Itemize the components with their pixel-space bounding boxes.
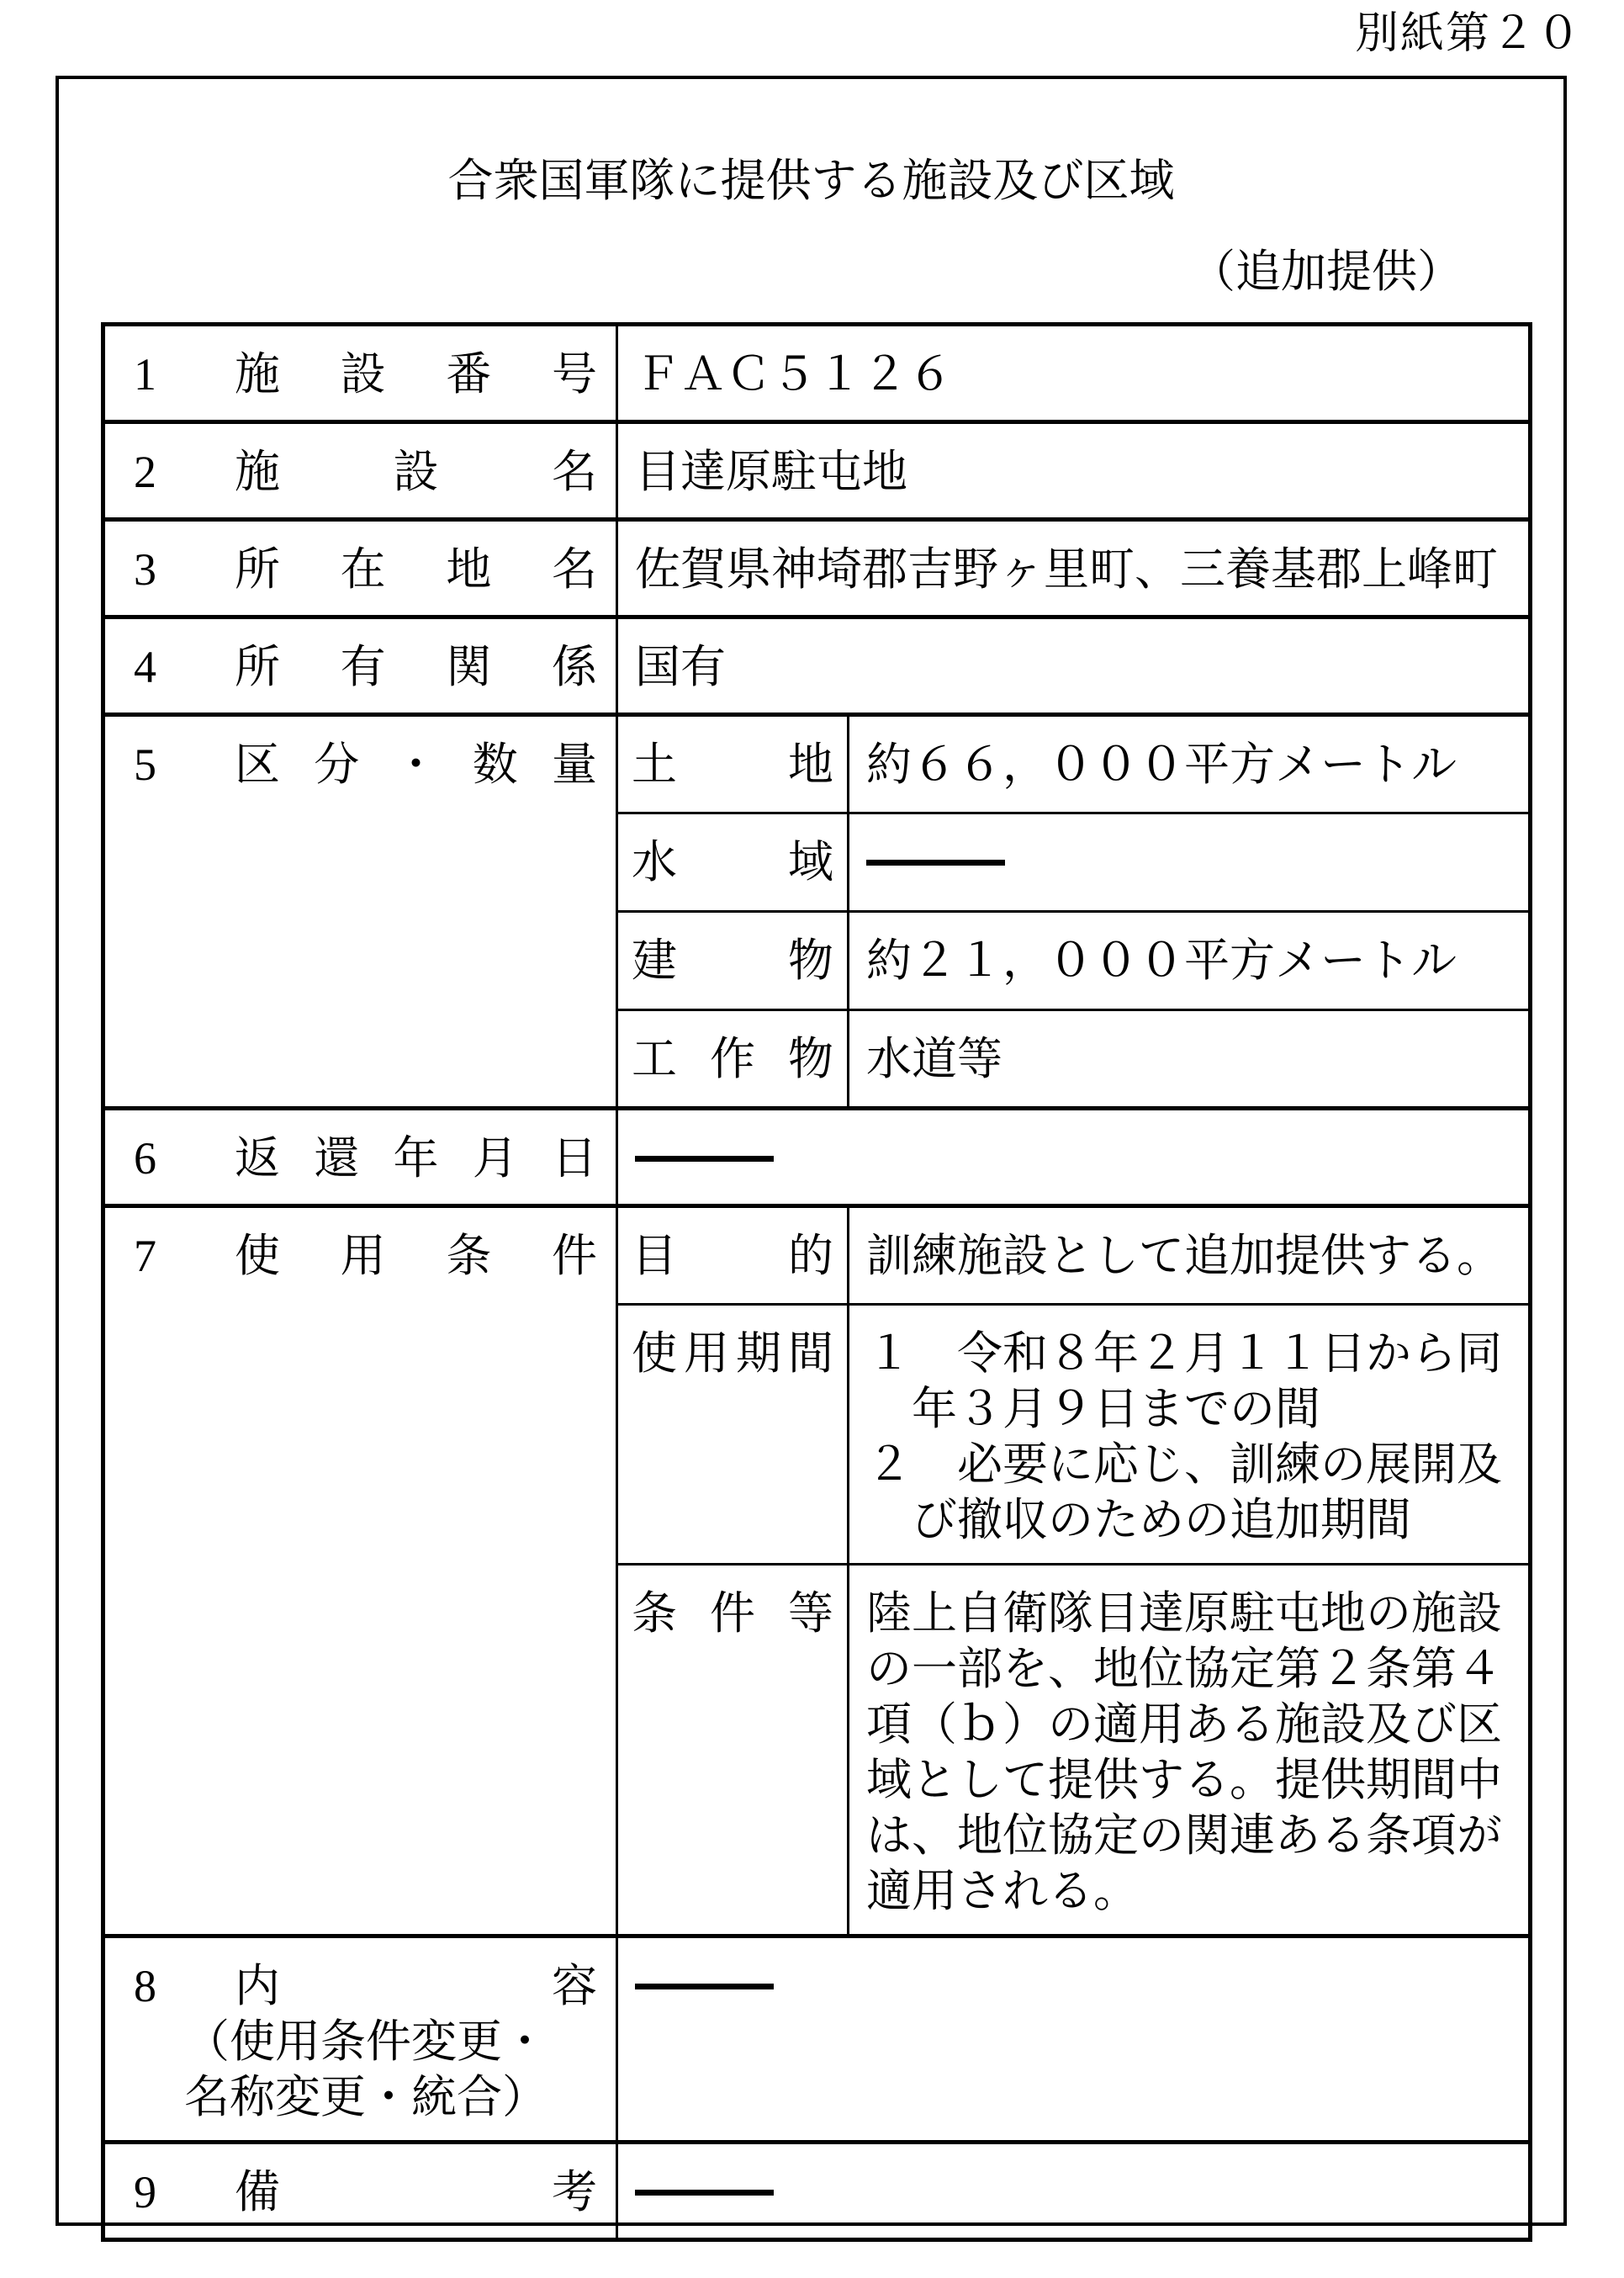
row-label: 備考 (235, 2167, 597, 2217)
dash-mark (635, 1984, 774, 1989)
dash-mark (635, 2190, 774, 2196)
row-number: 1 (134, 349, 156, 400)
row-label: 所在地名 (235, 544, 597, 595)
value-line: ２ 必要に応じ、訓練の展開及 (866, 1439, 1502, 1490)
value-line: 陸上自衛隊目達原駐屯地の施設 (866, 1588, 1502, 1639)
row-label-cell (103, 1936, 617, 2143)
row-label-cell (103, 1206, 617, 1936)
row-label-note: （使用条件変更・ (184, 2016, 548, 2067)
row-category-land (103, 715, 1531, 813)
row-return-date (103, 1109, 1531, 1206)
value-line: 項（ｂ）の適用ある施設及び区 (866, 1699, 1502, 1750)
row-label-cell (103, 2143, 617, 2240)
water-area-value (849, 813, 1531, 912)
sub-label-building: 建物 (617, 912, 849, 1010)
row-label: 所有関係 (235, 642, 597, 692)
row-number: 5 (134, 739, 156, 790)
row-label: 返還年月日 (235, 1133, 597, 1184)
document-title: 合衆国軍隊に提供する施設及び区域 (447, 156, 1175, 206)
row-label-cell (103, 715, 617, 1109)
purpose-value: 訓練施設として追加提供する。 (849, 1206, 1531, 1305)
land-area-value: 約６６，０００平方メートル (849, 715, 1531, 813)
facilities-table (101, 322, 1532, 2242)
document-box (56, 76, 1567, 2226)
row-number: 8 (134, 1961, 156, 2011)
row-use-purpose (103, 1206, 1531, 1305)
value-line: 域として提供する。提供期間中 (866, 1755, 1502, 1805)
value-line: １ 令和８年２月１１日から同 (866, 1328, 1502, 1379)
conditions-value (849, 1565, 1531, 1936)
remarks-value (617, 2143, 1531, 2240)
sub-label-purpose: 目的 (617, 1206, 849, 1305)
row-label-cell (103, 325, 617, 422)
value-line: び撤収のための追加期間 (866, 1495, 1411, 1545)
dash-mark (866, 860, 1005, 866)
row-remarks (103, 2143, 1531, 2240)
row-number: 4 (134, 642, 156, 692)
row-label: 使用条件 (235, 1231, 597, 1281)
sub-label-conditions: 条件等 (617, 1565, 849, 1936)
row-facility-name (103, 422, 1531, 520)
row-number: 9 (134, 2167, 156, 2217)
return-date-value (617, 1109, 1531, 1206)
ownership-value: 国有 (617, 617, 1531, 715)
value-line: 年３月９日までの間 (866, 1384, 1320, 1434)
building-area-value: 約２１，０００平方メートル (849, 912, 1531, 1010)
row-label-note: 名称変更・統合） (184, 2072, 548, 2122)
sub-label-land: 土地 (617, 715, 849, 813)
row-label-cell (103, 422, 617, 520)
facility-number-value: ＦＡＣ５１２６ (617, 325, 1531, 422)
value-line: 適用される。 (866, 1866, 1139, 1916)
row-label-cell (103, 520, 617, 617)
row-content (103, 1936, 1531, 2143)
period-value (849, 1305, 1531, 1565)
row-number: 6 (134, 1133, 156, 1184)
location-name-value: 佐賀県神埼郡吉野ヶ里町、三養基郡上峰町 (617, 520, 1531, 617)
content-value (617, 1936, 1531, 2143)
row-number: 7 (134, 1231, 156, 1281)
row-number: 2 (134, 447, 156, 497)
row-number: 3 (134, 544, 156, 595)
row-facility-number (103, 325, 1531, 422)
sub-label-structure: 工作物 (617, 1010, 849, 1109)
row-label: 内容 (235, 1961, 597, 2011)
row-label: 区分・数量 (235, 739, 597, 790)
structure-value: 水道等 (849, 1010, 1531, 1109)
row-label-cell (103, 1109, 617, 1206)
dash-mark (635, 1156, 774, 1162)
document-subtitle: （追加提供） (1190, 246, 1463, 297)
row-location-name (103, 520, 1531, 617)
facility-name-value: 目達原駐屯地 (617, 422, 1531, 520)
row-ownership (103, 617, 1531, 715)
value-line: の一部を、地位協定第２条第４ (866, 1644, 1502, 1694)
row-label: 施設名 (235, 447, 597, 497)
sub-label-water: 水域 (617, 813, 849, 912)
row-label: 施設番号 (235, 349, 597, 400)
attachment-label: 別紙第２０ (1354, 10, 1582, 58)
value-line: は、地位協定の関連ある条項が (866, 1810, 1502, 1861)
sub-label-period: 使用期間 (617, 1305, 849, 1565)
row-label-cell (103, 617, 617, 715)
